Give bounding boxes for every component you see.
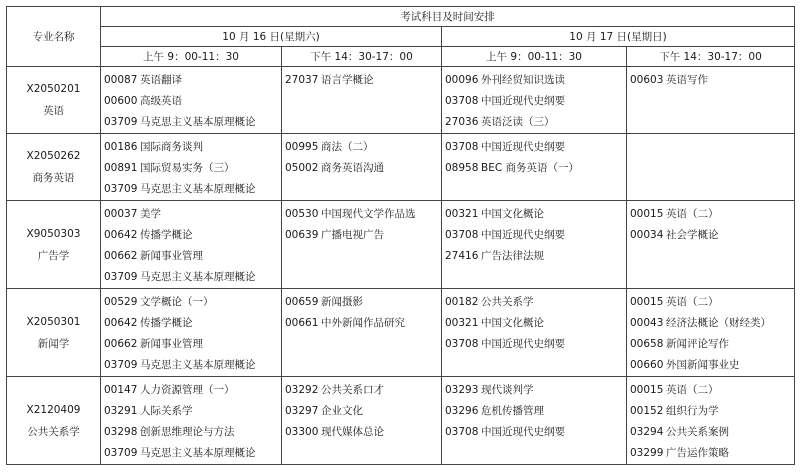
day-header: 10 月 16 日(星期六) (101, 27, 442, 47)
course-item (104, 401, 281, 422)
course-item (104, 112, 281, 133)
course-cell (627, 201, 795, 289)
course-name: 美学 (140, 208, 161, 220)
course-item (104, 422, 281, 443)
course-item (630, 334, 794, 355)
course-code: 03709 (104, 447, 138, 459)
course-name: 马克思主义基本原理概论 (140, 447, 256, 459)
course-code: 03297 (285, 405, 319, 417)
course-code: 00642 (104, 229, 138, 241)
course-name: 中国近现代史纲要 (481, 426, 565, 438)
course-code: 27416 (445, 250, 479, 262)
course-item (445, 313, 626, 334)
course-code: 03296 (445, 405, 479, 417)
course-cell (442, 289, 627, 377)
course-name: 高级英语 (140, 95, 182, 107)
course-name: 语言学概论 (321, 74, 374, 86)
course-code: 00995 (285, 141, 319, 153)
course-name: 中国文化概论 (481, 208, 544, 220)
course-item (285, 225, 441, 246)
course-code: 00087 (104, 74, 138, 86)
course-name: 中国文化概论 (481, 317, 544, 329)
course-code: 00660 (630, 359, 664, 371)
course-name: 马克思主义基本原理概论 (140, 116, 256, 128)
course-item (445, 91, 626, 112)
course-code: 03298 (104, 426, 138, 438)
course-cell (101, 201, 282, 289)
course-name: 中国近现代史纲要 (481, 338, 565, 350)
course-item (630, 422, 794, 443)
course-code: 27036 (445, 116, 479, 128)
course-item (445, 204, 626, 225)
course-item (104, 246, 281, 267)
course-item (104, 334, 281, 355)
course-cell (282, 289, 442, 377)
course-name: 人际关系学 (140, 405, 193, 417)
course-code: 03292 (285, 384, 319, 396)
course-item (285, 313, 441, 334)
course-code: 03291 (104, 405, 138, 417)
course-code: 00662 (104, 338, 138, 350)
course-item (630, 70, 794, 91)
course-item (285, 380, 441, 401)
course-code: 03709 (104, 116, 138, 128)
course-name: 英语（二） (666, 384, 719, 396)
course-code: 00152 (630, 405, 664, 417)
course-item (104, 380, 281, 401)
course-name: 传播学概论 (140, 229, 193, 241)
course-name: 公共关系学 (481, 296, 534, 308)
course-name: 马克思主义基本原理概论 (140, 359, 256, 371)
course-item (104, 267, 281, 288)
course-code: 00642 (104, 317, 138, 329)
course-item (630, 443, 794, 464)
time-slot-header: 上午 9：00-11：30 (442, 47, 627, 67)
course-name: 现代谈判学 (481, 384, 534, 396)
course-code: 03708 (445, 229, 479, 241)
course-name: 人力资源管理（一） (140, 384, 235, 396)
course-cell (627, 134, 795, 201)
course-name: 企业文化 (321, 405, 363, 417)
course-item (630, 313, 794, 334)
course-name: 英语写作 (666, 74, 708, 86)
course-item (630, 292, 794, 313)
course-name: 中外新闻作品研究 (321, 317, 405, 329)
major-cell (7, 134, 101, 201)
course-code: 00043 (630, 317, 664, 329)
course-cell (442, 134, 627, 201)
major-code: X2050262 (26, 150, 81, 162)
course-cell (282, 67, 442, 134)
course-code: 03709 (104, 359, 138, 371)
course-cell (442, 377, 627, 465)
course-item (104, 355, 281, 376)
course-code: 00015 (630, 296, 664, 308)
course-code: 03708 (445, 141, 479, 153)
course-name: 创新思维理论与方法 (140, 426, 235, 438)
course-code: 00529 (104, 296, 138, 308)
course-name: 广告运作策略 (666, 447, 729, 459)
course-cell (282, 377, 442, 465)
course-code: 03709 (104, 183, 138, 195)
course-code: 03299 (630, 447, 664, 459)
course-item (630, 225, 794, 246)
course-item (104, 158, 281, 179)
course-code: 08958 (445, 162, 479, 174)
course-item (285, 401, 441, 422)
course-code: 00639 (285, 229, 319, 241)
course-item (104, 137, 281, 158)
course-name: 传播学概论 (140, 317, 193, 329)
course-code: 05002 (285, 162, 319, 174)
course-code: 00015 (630, 208, 664, 220)
course-code: 03708 (445, 95, 479, 107)
course-item (285, 70, 441, 91)
course-name: 新闻事业管理 (140, 338, 203, 350)
course-item (630, 204, 794, 225)
course-name: 英语翻译 (140, 74, 182, 86)
course-item (104, 292, 281, 313)
course-name: 英语泛读（三） (481, 116, 555, 128)
course-name: 外刊经贸知识选读 (481, 74, 565, 86)
course-name: 文学概论（一） (140, 296, 214, 308)
schedule-title: 考试科目及时间安排 (101, 7, 795, 27)
course-name: 新闻评论写作 (666, 338, 729, 350)
course-code: 03708 (445, 338, 479, 350)
course-code: 00661 (285, 317, 319, 329)
course-name: 商务英语沟通 (321, 162, 384, 174)
course-code: 00530 (285, 208, 319, 220)
course-name: 英语（二） (666, 208, 719, 220)
schedule-body (7, 67, 795, 465)
course-item (445, 292, 626, 313)
course-item (445, 137, 626, 158)
course-name: 中国近现代史纲要 (481, 229, 565, 241)
course-item (285, 137, 441, 158)
course-cell (282, 134, 442, 201)
course-code: 00321 (445, 208, 479, 220)
course-name: 经济法概论（财经类） (666, 317, 771, 329)
major-name: 新闻学 (37, 337, 70, 350)
course-name: 危机传播管理 (481, 405, 544, 417)
time-slot-header: 上午 9：00-11：30 (101, 47, 282, 67)
course-item (445, 422, 626, 443)
course-code: 00147 (104, 384, 138, 396)
course-item (445, 334, 626, 355)
course-item (445, 158, 626, 179)
course-code: 00182 (445, 296, 479, 308)
course-name: 新闻事业管理 (140, 250, 203, 262)
course-name: 组织行为学 (666, 405, 719, 417)
course-code: 03708 (445, 426, 479, 438)
course-code: 03709 (104, 271, 138, 283)
course-code: 00603 (630, 74, 664, 86)
course-name: 马克思主义基本原理概论 (140, 183, 256, 195)
course-item (445, 401, 626, 422)
course-name: 英语（二） (666, 296, 719, 308)
course-name: BEC 商务英语（一） (481, 162, 580, 174)
course-code: 03300 (285, 426, 319, 438)
course-name: 中国近现代史纲要 (481, 141, 565, 153)
course-item (445, 112, 626, 133)
course-name: 国际商务谈判 (140, 141, 203, 153)
table-row (7, 289, 795, 377)
course-item (285, 422, 441, 443)
course-item (445, 70, 626, 91)
major-cell (7, 289, 101, 377)
time-slot-header: 下午 14：30-17：00 (627, 47, 795, 67)
table-row (7, 201, 795, 289)
course-code: 00659 (285, 296, 319, 308)
course-item (445, 225, 626, 246)
course-cell (101, 377, 282, 465)
course-item (285, 292, 441, 313)
course-cell (101, 67, 282, 134)
course-name: 现代媒体总论 (321, 426, 384, 438)
course-name: 广告法律法规 (481, 250, 544, 262)
course-code: 00015 (630, 384, 664, 396)
course-item (104, 70, 281, 91)
course-cell (282, 201, 442, 289)
course-cell (442, 201, 627, 289)
course-code: 00662 (104, 250, 138, 262)
major-cell (7, 67, 101, 134)
course-cell (101, 289, 282, 377)
course-item (630, 355, 794, 376)
time-slot-header: 下午 14：30-17：00 (282, 47, 442, 67)
table-row (7, 67, 795, 134)
course-cell (442, 67, 627, 134)
course-code: 00891 (104, 162, 138, 174)
course-name: 广播电视广告 (321, 229, 384, 241)
day-header: 10 月 17 日(星期日) (442, 27, 795, 47)
course-item (445, 246, 626, 267)
course-code: 00658 (630, 338, 664, 350)
major-code: X2050201 (26, 83, 81, 95)
course-item (445, 380, 626, 401)
course-name: 国际贸易实务（三） (140, 162, 235, 174)
major-name: 广告学 (37, 249, 70, 262)
course-cell (627, 67, 795, 134)
course-name: 中国现代文学作品选 (321, 208, 416, 220)
course-item (285, 158, 441, 179)
course-code: 27037 (285, 74, 319, 86)
table-row (7, 134, 795, 201)
major-cell (7, 377, 101, 465)
course-code: 03293 (445, 384, 479, 396)
course-code: 00034 (630, 229, 664, 241)
course-cell (101, 134, 282, 201)
major-code: X2050301 (26, 315, 81, 328)
major-code: X2120409 (26, 403, 81, 416)
course-name: 社会学概论 (666, 229, 719, 241)
course-item (104, 225, 281, 246)
course-name: 马克思主义基本原理概论 (140, 271, 256, 283)
course-item (104, 91, 281, 112)
major-name: 公共关系学 (27, 425, 80, 438)
major-name: 商务英语 (32, 172, 75, 184)
major-name: 英语 (43, 105, 64, 117)
course-code: 00321 (445, 317, 479, 329)
course-name: 外国新闻事业史 (666, 359, 740, 371)
course-name: 公共关系口才 (321, 384, 384, 396)
course-item (285, 204, 441, 225)
major-name-header: 专业名称 (7, 7, 101, 67)
course-code: 03294 (630, 426, 664, 438)
course-cell (627, 289, 795, 377)
course-item (630, 401, 794, 422)
course-name: 新闻摄影 (321, 296, 363, 308)
major-cell (7, 201, 101, 289)
exam-schedule-table (6, 6, 795, 465)
course-name: 商法（二） (321, 141, 374, 153)
course-name: 中国近现代史纲要 (481, 95, 565, 107)
course-item (630, 380, 794, 401)
course-item (104, 179, 281, 200)
course-cell (627, 377, 795, 465)
course-item (104, 443, 281, 464)
course-code: 00600 (104, 95, 138, 107)
course-item (104, 313, 281, 334)
course-code: 00037 (104, 208, 138, 220)
course-item (104, 204, 281, 225)
course-code: 00186 (104, 141, 138, 153)
course-code: 00096 (445, 74, 479, 86)
table-row (7, 377, 795, 465)
major-code: X9050303 (26, 227, 81, 240)
course-name: 公共关系案例 (666, 426, 729, 438)
